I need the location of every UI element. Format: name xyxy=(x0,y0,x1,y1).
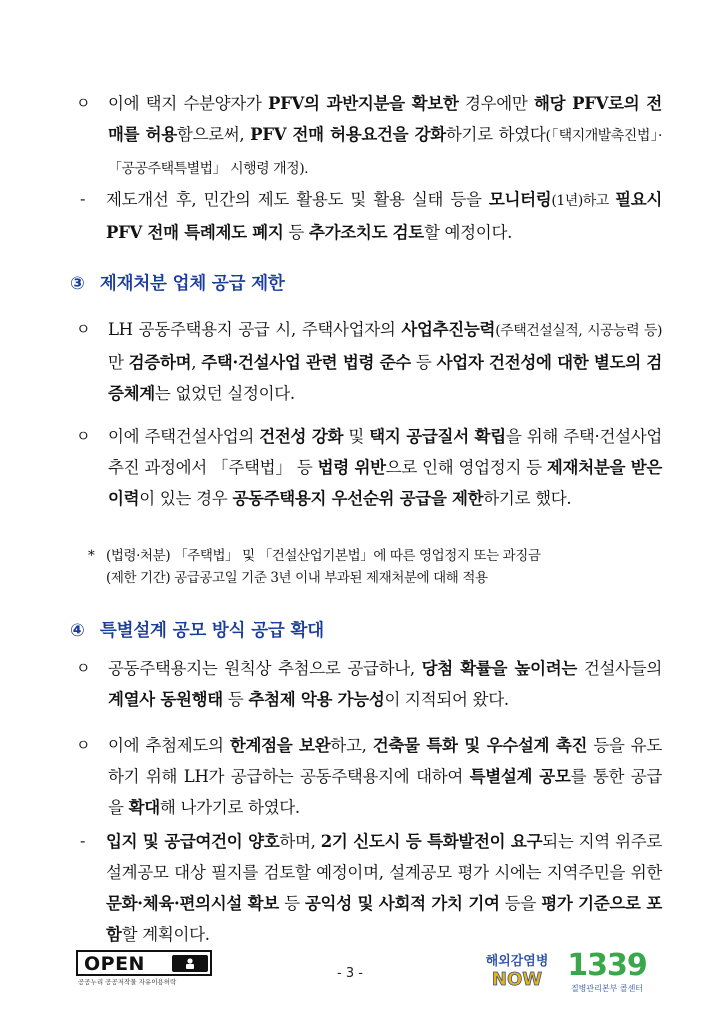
text-span: 제도개선 후, 민간의 제도 활용도 및 활용 실태 등을 xyxy=(106,190,489,209)
bold-span: 법령 위반 xyxy=(317,458,386,477)
overseas-infection-now-logo xyxy=(478,945,556,991)
text-span: 등을 xyxy=(499,894,542,913)
text-span: 함으로써, xyxy=(176,125,251,144)
bold-span: 주택·건설사업 관련 법령 준수 xyxy=(201,353,411,372)
text-span: 이에 추첨제도의 xyxy=(108,736,230,755)
bold-span: 공익성 및 사회적 가치 기여 xyxy=(304,894,500,913)
text-span: 이에 주택건설사업의 xyxy=(108,427,260,446)
text-span: 는 없었던 실정이다. xyxy=(154,384,295,403)
text-span: 건설사들의 xyxy=(577,659,663,678)
bold-span: 모니터링 xyxy=(488,190,552,209)
paragraph-lh-verification xyxy=(76,314,663,409)
bold-span: 한계점을 보완 xyxy=(229,736,331,755)
bold-span: 공동주택용지 우선순위 공급을 제한 xyxy=(232,489,484,508)
footnote-line: (법령·처분) 「주택법」 및 「건설산업기본법」에 따른 영업정지 또는 과징금 xyxy=(106,548,541,564)
circle-bullet-icon: ㅇ xyxy=(76,659,91,677)
small-span: (「택지개발촉진법」·「공공주택특별법」 시행령 개정). xyxy=(108,128,662,177)
bold-span: 건축물 특화 및 우수설계 촉진 xyxy=(372,736,588,755)
circle-bullet-icon: ㅇ xyxy=(76,94,91,112)
text-span: 등 xyxy=(222,690,249,709)
open-license-label: OPEN xyxy=(84,953,145,975)
text-span: 하며, xyxy=(279,832,321,851)
text-span: 만 xyxy=(108,353,129,372)
section-number: ④ xyxy=(70,621,85,641)
text-span: 등 xyxy=(278,894,305,913)
bold-span: 입지 및 공급여건이 양호 xyxy=(106,832,280,851)
bold-span: 건전성 강화 xyxy=(259,427,344,446)
bold-span: 계열사 동원행태 xyxy=(108,690,223,709)
bold-span: 검증하며 xyxy=(128,353,192,372)
campaign-logo-top: 해외감염병 xyxy=(485,954,549,969)
paragraph-design-contest xyxy=(76,730,663,823)
section-heading-design-contest xyxy=(70,617,324,642)
bold-span: 특별설계 공모 xyxy=(469,767,571,786)
open-license-badge xyxy=(76,950,212,984)
text-span: 등 xyxy=(283,223,310,242)
bold-span: 문화·체육·편의시설 확보 xyxy=(106,894,279,913)
hotline-caption: 질병관리본부 콜센터 xyxy=(570,984,644,993)
text-span: 하기로 하였다 xyxy=(445,125,546,144)
bold-span: 추첨제 악용 가능성 xyxy=(248,690,385,709)
text-span: 할 계획이다. xyxy=(121,925,210,944)
text-span: 이 있는 경우 xyxy=(139,489,233,508)
text-span: 등을 유도하기 위해 LH가 공급하는 공동주택용지에 대하여 xyxy=(108,736,663,786)
paragraph-pfv-resale xyxy=(76,88,662,185)
text-span: 으로 인해 영업정지 등 xyxy=(385,458,547,477)
text-span: 하기로 했다. xyxy=(483,489,572,508)
bold-span: PFV의 과반지분을 확보한 xyxy=(267,94,459,113)
footnote xyxy=(88,545,678,589)
hotline-number: 1339 xyxy=(567,948,647,983)
page-number: - 3 - xyxy=(337,966,363,981)
dash-bullet-icon: - xyxy=(80,832,86,850)
bold-span: 당첨 확률을 높이려는 xyxy=(421,659,578,678)
dash-bullet-icon: - xyxy=(80,190,86,208)
text-span: 등 xyxy=(410,353,437,372)
text-span: 경우에만 xyxy=(458,94,534,113)
circle-bullet-icon: ㅇ xyxy=(76,320,91,338)
text-span: 이 지적되어 왔다. xyxy=(384,690,509,709)
text-span: , xyxy=(191,353,202,372)
bold-span: 사업추진능력 xyxy=(401,320,496,339)
campaign-logo-bottom: NOW xyxy=(491,969,543,990)
footnote-line: (제한 기간) 공급공고일 기준 3년 이내 부과된 제재처분에 대해 적용 xyxy=(106,570,488,586)
text-span: 되는 지역 위주로 설계공모 대상 필지를 검토할 예정이며, 설계공모 평가 시에는 지역주민을 위한 xyxy=(106,832,662,882)
attribution-icon xyxy=(172,955,208,972)
bold-span: 2기 신도시 등 특화발전이 요구 xyxy=(320,832,543,851)
open-license-frame xyxy=(76,950,212,976)
bold-span: 평가 기준으로 포함 xyxy=(106,894,662,944)
text-span: 하고, xyxy=(330,736,373,755)
paragraph-monitoring xyxy=(80,184,662,248)
section-title: 제재처분 업체 공급 제한 xyxy=(99,274,285,294)
circle-bullet-icon: ㅇ xyxy=(76,427,91,445)
text-span: LH 공동주택용지 공급 시, 주택사업자의 xyxy=(108,320,402,339)
text-span: 를 통한 공급을 xyxy=(108,767,662,817)
paragraph-lottery xyxy=(76,653,663,715)
small-span: (주택건설실적, 시공능력 등) xyxy=(495,323,662,339)
bold-span: 사업자 건전성에 대한 별도의 검증체계 xyxy=(108,353,663,403)
bold-span: 필요시 PFV 전매 특례제도 폐지 xyxy=(106,190,662,242)
section-number: ③ xyxy=(70,274,85,294)
text-span: 을 위해 주택·건설사업 추진 과정에서 「주택법」 등 xyxy=(108,427,662,477)
bold-span: PFV 전매 허용요건을 강화 xyxy=(250,125,446,144)
bold-span: 해당 PFV로의 전매를 허용 xyxy=(108,94,662,144)
text-span: 해 나가기로 하였다. xyxy=(159,798,300,817)
circle-bullet-icon: ㅇ xyxy=(76,736,91,754)
open-license-caption: 공공누리 공공저작물 자유이용허락 xyxy=(78,978,177,986)
text-span: 할 예정이다. xyxy=(423,223,513,242)
text-span: 및 xyxy=(343,427,370,446)
section-heading-sanction xyxy=(70,270,285,295)
text-span: 공동주택용지는 원칙상 추첨으로 공급하나, xyxy=(108,659,422,678)
section-title: 특별설계 공모 방식 공급 확대 xyxy=(99,621,324,641)
footnote-asterisk: * xyxy=(88,548,95,564)
bold-span: 제재처분을 받은 이력 xyxy=(108,458,662,508)
hotline-1339-logo xyxy=(562,943,652,997)
text-span: 이에 택지 수분양자가 xyxy=(108,94,268,113)
bold-span: 확대 xyxy=(128,798,160,817)
paragraph-supply-restriction xyxy=(76,421,662,514)
bold-span: 추가조치도 검토 xyxy=(309,223,424,242)
bold-span: 택지 공급질서 확립 xyxy=(369,427,506,446)
paragraph-evaluation xyxy=(80,826,662,950)
small-span: (1년)하고 xyxy=(551,193,616,209)
